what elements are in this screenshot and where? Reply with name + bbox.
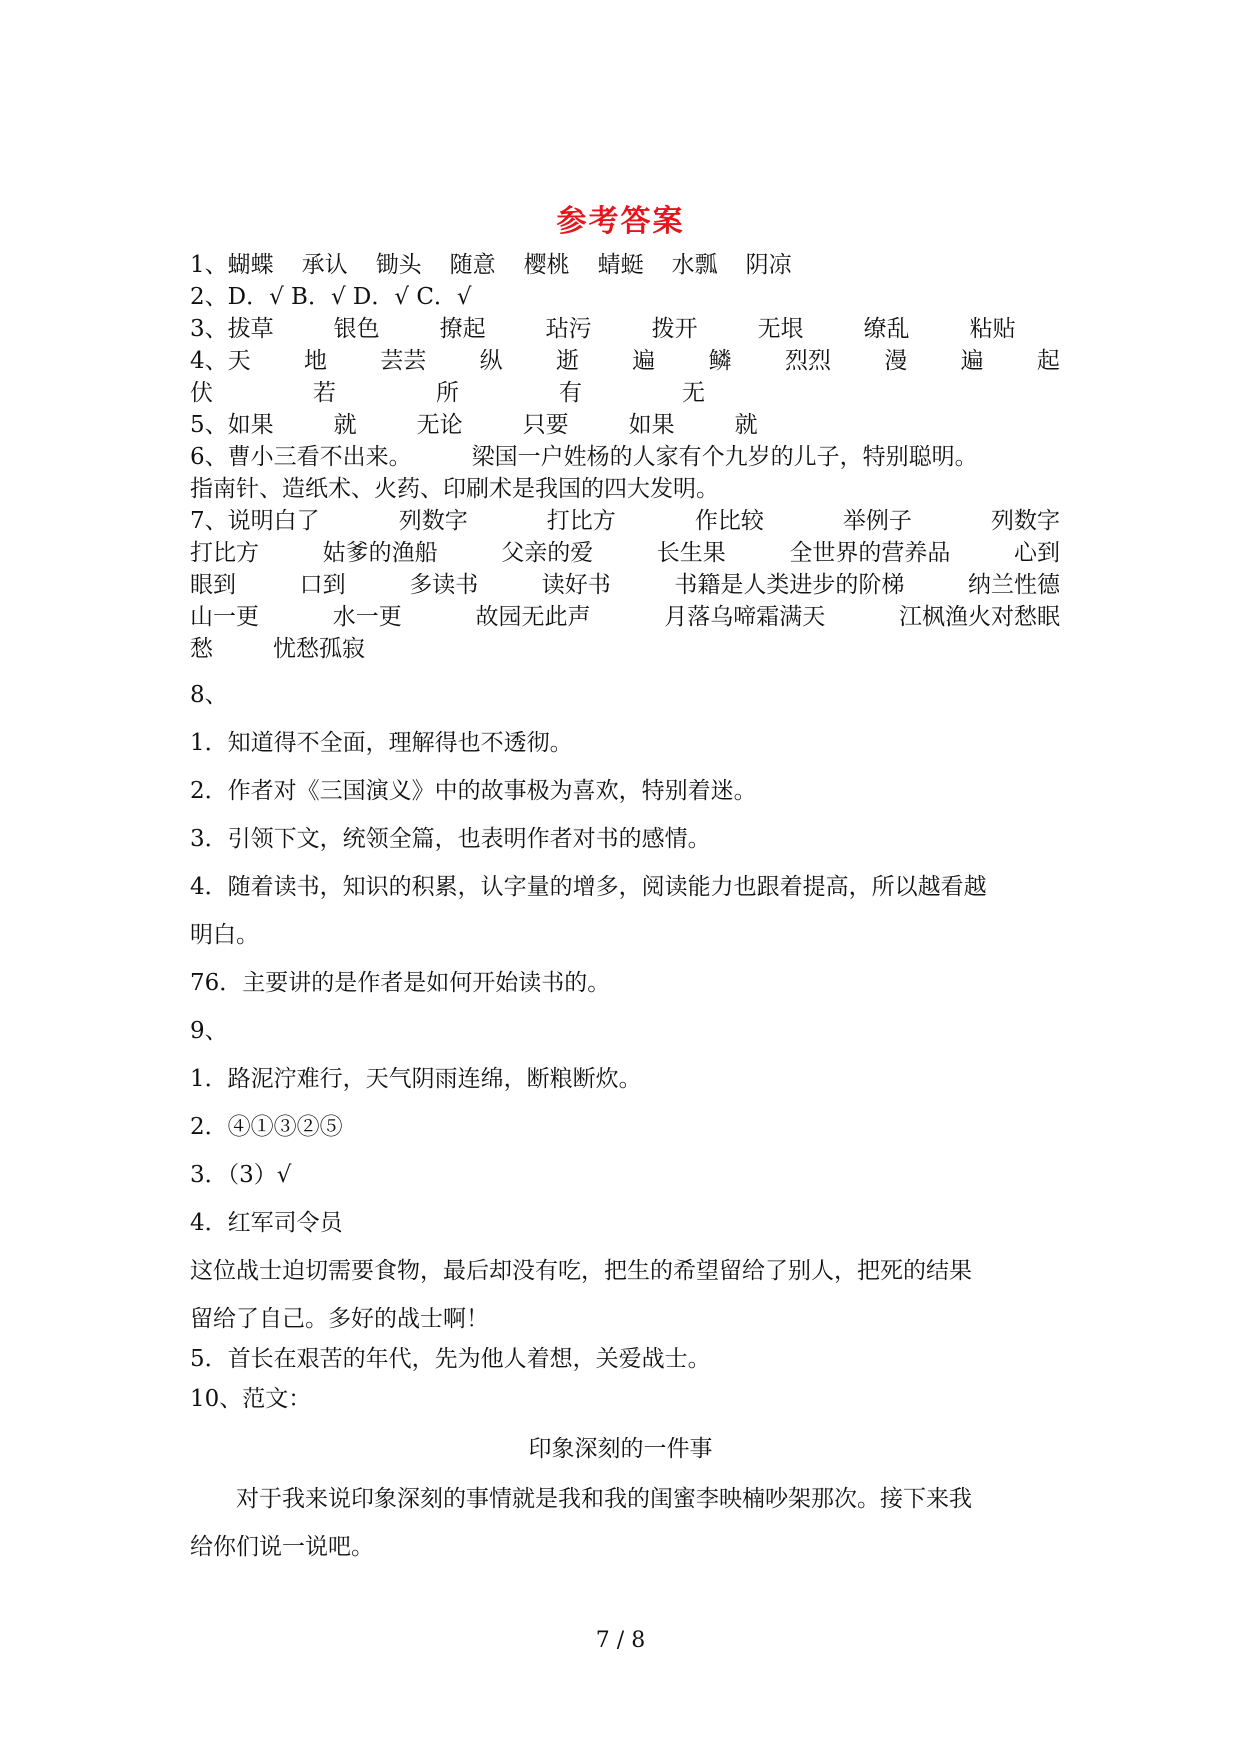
answer-9-4: 4．红军司令员	[190, 1210, 343, 1236]
answer-7-line-4	[190, 602, 1060, 632]
answer-8-4-line-1: 4．随着读书，知识的积累，认字量的增多，阅读能力也跟着提高，所以越看越	[190, 874, 987, 900]
answer-1-item: 锄头	[375, 252, 422, 278]
answer-4-item: 遍	[632, 348, 656, 374]
answer-4-item: 逝	[555, 348, 579, 374]
answer-3-item: 撩起	[439, 316, 486, 342]
answer-9-4-paragraph-line-1: 这位战士迫切需要食物，最后却没有吃，把生的希望留给了别人，把死的结果	[190, 1258, 972, 1284]
answer-7-item: 水一更	[332, 604, 402, 630]
answer-4-item: 纵	[479, 348, 503, 374]
answer-9-2: 2．④①③②⑤	[190, 1114, 343, 1140]
answer-8-2: 2．作者对《三国演义》中的故事极为喜欢，特别着迷。	[190, 778, 757, 804]
essay-paragraph-line-1: 对于我来说印象深刻的事情就是我和我的闺蜜李映楠吵架那次。接下来我	[236, 1486, 972, 1512]
answer-7-item: 多读书	[409, 572, 479, 598]
answer-7-item: 长生果	[656, 540, 726, 566]
answer-4-item: 无	[682, 380, 705, 406]
answer-1-item: 樱桃	[523, 252, 570, 278]
answer-4-item: 所	[436, 380, 459, 406]
answer-7-item: 故园无此声	[475, 604, 591, 630]
answer-7-item: 读好书	[541, 572, 611, 598]
answer-8-heading: 8、	[190, 682, 228, 708]
answer-4-item: 遍	[960, 348, 984, 374]
answer-5-item: 5、如果	[190, 412, 274, 438]
answer-9-5: 5．首长在艰苦的年代，先为他人着想，关爱战士。	[190, 1346, 711, 1372]
essay-paragraph-line-2: 给你们说一说吧。	[190, 1534, 374, 1560]
answer-9-1: 1．路泥泞难行，天气阴雨连绵，断粮断炊。	[190, 1066, 642, 1092]
answer-4-item: 鳞	[708, 348, 732, 374]
answer-6-item: 6、曹小三看不出来。	[190, 444, 412, 470]
page-title: 参考答案	[556, 204, 685, 239]
answer-4-item: 芸芸	[380, 348, 427, 374]
answer-1	[190, 250, 1060, 280]
answer-7-line-2	[190, 538, 1060, 568]
answer-4-line-2	[190, 378, 1060, 408]
answer-8-1: 1．知道得不全面，理解得也不透彻。	[190, 730, 573, 756]
answer-9-3: 3．（3）√	[190, 1162, 292, 1188]
answer-7-line-3	[190, 570, 1060, 600]
answer-1-item: 蜻蜓	[597, 252, 644, 278]
answer-5-item: 无论	[416, 412, 463, 438]
answer-7-line-5	[190, 634, 1060, 664]
answer-7-item: 愁	[190, 636, 213, 662]
answer-3-item: 银色	[333, 316, 380, 342]
answer-8-5: 76．主要讲的是作者是如何开始读书的。	[190, 970, 611, 996]
answer-3-item: 无垠	[757, 316, 804, 342]
answer-4-item: 烈烈	[784, 348, 831, 374]
answer-7-item: 眼到	[190, 572, 236, 598]
answer-4-item: 漫	[884, 348, 908, 374]
answer-4-item: 起	[1036, 348, 1060, 374]
answer-7-item: 父亲的爱	[501, 540, 594, 566]
answer-1-item: 1、蝴蝶	[190, 252, 274, 278]
answer-3-item: 粘贴	[969, 316, 1016, 342]
answer-3-item: 拨开	[651, 316, 698, 342]
answer-5-item: 如果	[628, 412, 675, 438]
answer-5-item: 就	[734, 412, 758, 438]
answer-2: 2、D．√ B．√ D．√ C．√	[190, 284, 472, 310]
answer-7-item: 月落乌啼霜满天	[664, 604, 826, 630]
answer-3-item: 缭乱	[863, 316, 910, 342]
answer-7-item: 打比方	[546, 508, 616, 534]
essay-title: 印象深刻的一件事	[528, 1436, 713, 1462]
answer-7-item: 举例子	[842, 508, 912, 534]
answer-7-item: 口到	[299, 572, 346, 598]
answer-7-item: 7、说明白了	[190, 508, 320, 534]
answer-6-line-1	[190, 442, 1060, 472]
answer-4-item: 4、天	[190, 348, 251, 374]
answer-1-item: 随意	[449, 252, 496, 278]
answer-7-item: 全世界的营养品	[789, 540, 951, 566]
answer-7-item: 江枫渔火对愁眠	[899, 604, 1060, 630]
answer-8-4-line-2: 明白。	[190, 922, 259, 948]
answer-7-item: 姑爹的渔船	[322, 540, 438, 566]
answer-4-item: 若	[313, 380, 336, 406]
answer-1-item: 水瓢	[671, 252, 718, 278]
answer-10-heading: 10、范文：	[190, 1386, 312, 1412]
answer-3-item: 玷污	[545, 316, 592, 342]
answer-6-item: 梁国一户姓杨的人家有个九岁的儿子，特别聪明。	[471, 444, 978, 470]
answer-8-3: 3．引领下文，统领全篇，也表明作者对书的感情。	[190, 826, 711, 852]
answer-7-item: 忧愁孤寂	[273, 636, 365, 662]
answer-7-item: 纳兰性德	[967, 572, 1060, 598]
answer-7-item: 书籍是人类进步的阶梯	[674, 572, 905, 598]
answer-5-item: 只要	[522, 412, 569, 438]
answer-4-item: 伏	[190, 380, 213, 406]
page-number: 7 / 8	[595, 1628, 646, 1653]
answer-1-item: 承认	[301, 252, 348, 278]
answer-5-item: 就	[333, 412, 357, 438]
answer-7-item: 列数字	[398, 508, 468, 534]
answer-5	[190, 410, 1060, 440]
answer-9-heading: 9、	[190, 1018, 228, 1044]
answer-9-4-paragraph-line-2: 留给了自己。多好的战士啊！	[190, 1306, 489, 1332]
answer-7-item: 打比方	[190, 540, 259, 566]
answer-7-line-1	[190, 506, 1060, 536]
answer-1-item: 阴凉	[745, 252, 792, 278]
answer-7-item: 列数字	[990, 508, 1060, 534]
answer-4-item: 地	[303, 348, 327, 374]
answer-3-item: 3、拔草	[190, 316, 274, 342]
answer-6-line-2: 指南针、造纸术、火药、印刷术是我国的四大发明。	[190, 476, 719, 502]
answer-7-item: 山一更	[190, 604, 259, 630]
answer-4-item: 有	[559, 380, 582, 406]
answer-4-line-1	[190, 346, 1060, 376]
answer-7-item: 心到	[1013, 540, 1060, 566]
answer-3	[190, 314, 1060, 344]
answer-7-item: 作比较	[694, 508, 764, 534]
